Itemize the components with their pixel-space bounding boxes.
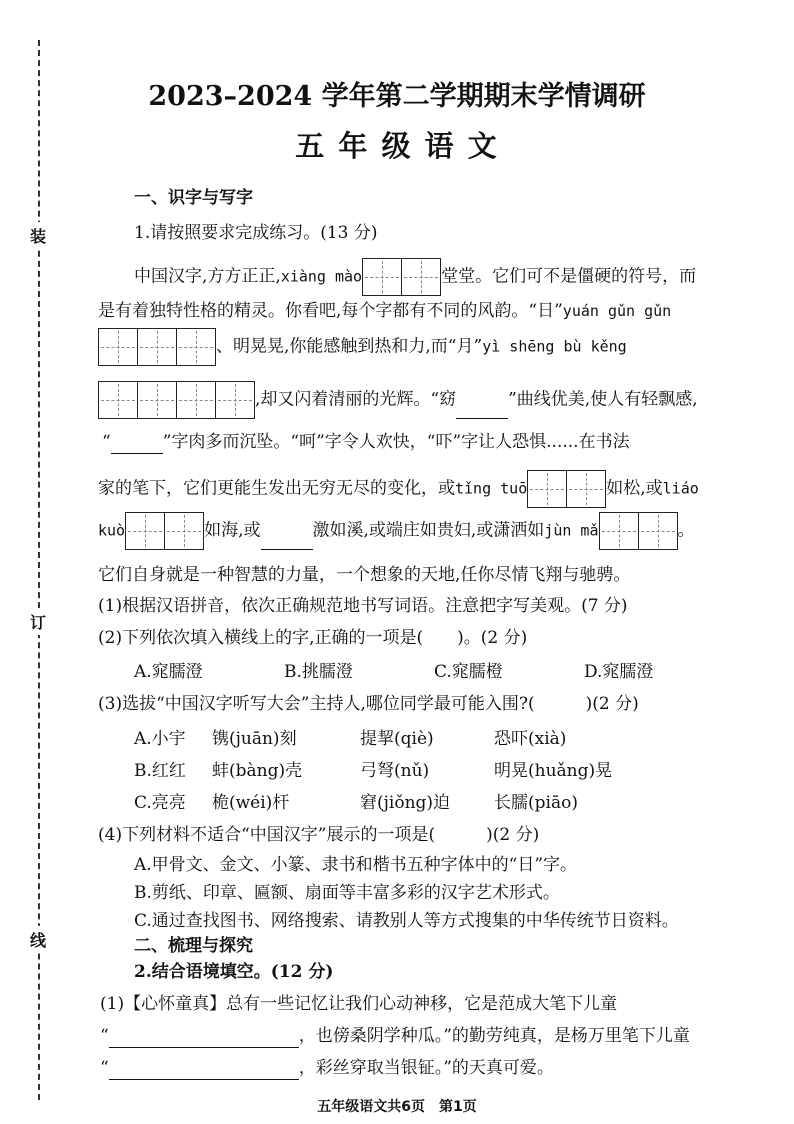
blank-poem-1[interactable] xyxy=(109,1029,299,1048)
answer-grid-yishengbukeng[interactable] xyxy=(98,381,255,419)
q1-sub2: (2)下列依次填入横线上的字,正确的一项是( )。(2 分) xyxy=(98,628,528,648)
exam-title: 2023–2024 学年第二学期期末学情调研 xyxy=(148,81,646,112)
pinyin-junma: jùn mǎ xyxy=(544,521,599,540)
blank-piao[interactable] xyxy=(111,435,163,454)
pinyin-tingtuo: tǐng tuō xyxy=(455,479,528,498)
para-line-6 xyxy=(98,470,699,508)
para-line-5 xyxy=(102,430,630,454)
option-word: 明晃(huǎng)晃 xyxy=(494,761,613,781)
para-text: 。 xyxy=(677,520,695,541)
sub4-option-c[interactable]: C.通过查找图书、网络搜索、请教别人等方式搜集的中华传统节日资料。 xyxy=(134,911,679,931)
para-text: 堂堂。它们可不是僵硬的符号，而 xyxy=(441,266,697,287)
option-word: 提挈(qiè) xyxy=(360,729,434,749)
para-text: 、明晃晃,你能感触到热和力,而“月” xyxy=(216,336,483,357)
answer-grid-liaokuo[interactable] xyxy=(125,512,204,550)
q2-line-3 xyxy=(100,1056,554,1080)
section1-heading: 一、识字与写字 xyxy=(134,188,253,208)
q1-sub4: (4)下列材料不适合“中国汉字”展示的一项是( )(2 分) xyxy=(98,825,540,845)
answer-grid-yuangungun[interactable] xyxy=(98,328,216,366)
option-b[interactable]: B.挑臑澄 xyxy=(284,662,353,682)
para-line-4 xyxy=(98,381,698,419)
para-text: ，彩丝穿取当银钲。”的天真可爱。 xyxy=(298,1058,554,1078)
q2-line-2 xyxy=(100,1024,690,1048)
option-word: 桅(wéi)杆 xyxy=(212,793,290,813)
q1-sub3-row-b[interactable] xyxy=(134,759,612,783)
blank-poem-2[interactable] xyxy=(109,1061,299,1080)
pinyin-kuo: kuò xyxy=(98,521,126,540)
para-text: 家的笔下，它们更能生发出无穷无尽的变化，或 xyxy=(98,478,455,499)
answer-grid-tingtuo[interactable] xyxy=(527,470,606,508)
q1-sub3-row-a[interactable] xyxy=(134,727,566,751)
q1-sub2-options xyxy=(134,660,734,684)
q1-sub3-row-c[interactable] xyxy=(134,791,578,815)
answer-grid-xiangmao[interactable] xyxy=(362,258,441,296)
binding-char-xian: 线 xyxy=(30,926,46,953)
option-student: A.小宇 xyxy=(134,729,186,749)
option-a[interactable]: A.窕臑澄 xyxy=(134,662,203,682)
q1-title: 1.请按照要求完成练习。(13 分) xyxy=(134,223,378,243)
sub4-option-b[interactable]: B.剪纸、印章、匾额、扇面等丰富多彩的汉字艺术形式。 xyxy=(134,883,560,903)
q1-sub3: (3)选拔“中国汉字听写大会”主持人,哪位同学最可能入围?( )(2 分) xyxy=(98,694,639,714)
para-text: ”字肉多而沉坠。“呵”字令人欢快，“吓”字让人恐惧......在书法 xyxy=(162,432,630,452)
para-line-2 xyxy=(98,299,671,323)
para-text: ,却又闪着清丽的光辉。“窈 xyxy=(255,389,457,410)
option-word: 弓弩(nǔ) xyxy=(360,761,430,781)
para-text: 如松,或 xyxy=(606,478,663,499)
page-footer: 五年级语文共6页 第1页 xyxy=(317,1099,477,1115)
pinyin-yuangungun: yuán gǔn gǔn xyxy=(562,302,672,320)
blank-cheng[interactable] xyxy=(261,531,313,550)
pinyin-xiangmao: xiàng mào xyxy=(280,267,363,286)
para-text: 如海,或 xyxy=(204,520,261,541)
para-text: 激如溪,或端庄如贵妇,或潇洒如 xyxy=(312,520,545,541)
para-line-1 xyxy=(134,258,696,296)
q2-title: 2.结合语境填空。(12 分) xyxy=(134,962,334,982)
para-text: 是有着独特性格的精灵。你看吧,每个字都有不同的风韵。“日” xyxy=(98,301,563,321)
sub4-option-a[interactable]: A.甲骨文、金文、小篆、隶书和楷书五种字体中的“日”字。 xyxy=(134,855,578,875)
para-line-3 xyxy=(98,328,627,366)
para-line-7 xyxy=(98,512,695,550)
para-text: ，也傍桑阴学种瓜。”的勤劳纯真，是杨万里笔下儿童 xyxy=(298,1026,690,1046)
option-word: 长臑(piāo) xyxy=(494,793,578,813)
binding-char-zhuang: 装 xyxy=(30,222,46,249)
option-word: 窘(jiǒng)迫 xyxy=(360,793,451,813)
option-word: 镌(juān)刻 xyxy=(212,729,297,749)
section2-heading: 二、梳理与探究 xyxy=(134,936,253,956)
para-text: “ xyxy=(102,432,111,452)
exam-subtitle: 五 年 级 语 文 xyxy=(295,129,499,163)
q2-line-1: (1)【心怀童真】总有一些记忆让我们心动神移，它是范成大笔下儿童 xyxy=(100,994,618,1014)
pinyin-yishengbukeng: yì shēng bù kěng xyxy=(482,337,627,356)
quote-mark: “ xyxy=(100,1026,109,1046)
quote-mark: “ xyxy=(100,1058,109,1078)
option-d[interactable]: D.窕臑澄 xyxy=(584,662,654,682)
option-student: C.亮亮 xyxy=(134,793,186,813)
blank-tiao[interactable] xyxy=(456,400,508,419)
q1-sub1: (1)根据汉语拼音，依次正确规范地书写词语。注意把字写美观。(7 分) xyxy=(98,596,628,616)
option-student: B.红红 xyxy=(134,761,186,781)
pinyin-liao: liáo xyxy=(662,479,699,498)
para-line-8: 它们自身就是一种智慧的力量，一个想象的天地,任你尽情飞翔与驰骋。 xyxy=(98,565,631,585)
option-word: 蚌(bàng)壳 xyxy=(212,761,303,781)
para-text: 中国汉字,方方正正, xyxy=(134,266,281,287)
option-word: 恐吓(xià) xyxy=(494,729,567,749)
option-c[interactable]: C.窕臑橙 xyxy=(434,662,503,682)
para-text: ”曲线优美,使人有轻飘感, xyxy=(508,389,698,410)
answer-grid-junma[interactable] xyxy=(599,512,678,550)
binding-char-ding: 订 xyxy=(30,608,46,635)
